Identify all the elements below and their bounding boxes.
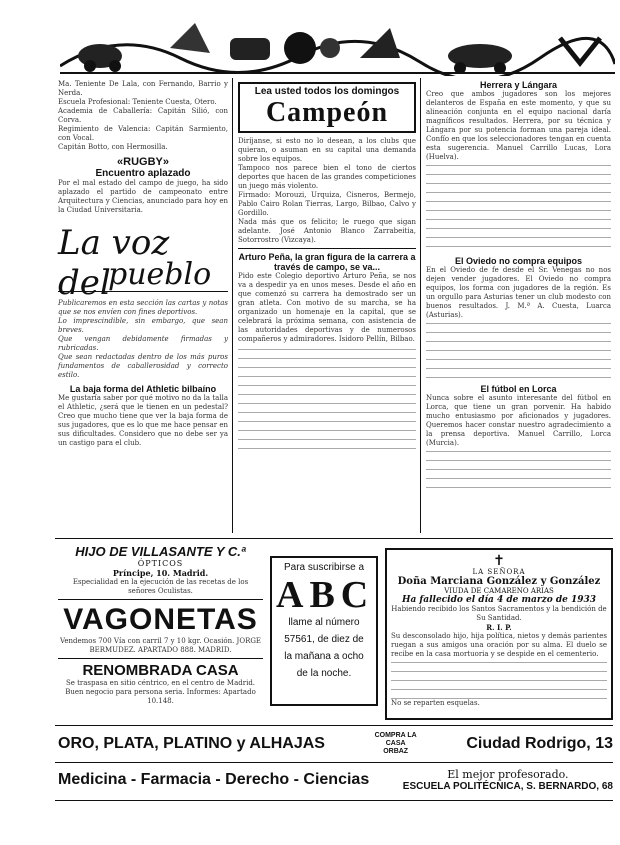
footer-line-2: Medicina - Farmacia - Derecho - Ciencias El mejor profesorado. ESCUELA POLITÉCNICA, S. BERNARDO, 68 (58, 768, 613, 792)
voz-text: Lo imprescindible, sin embargo, que sean breves. (58, 317, 228, 334)
left-column (58, 80, 228, 448)
herrera-text: Creo que ambos jugadores son los mejores delanteros de España en este momento, y que su alineación conjunta en el equipo nacional daría magníficos resultados. Herrera, por su técnica y Lángara por su potencia forman una pareja ideal. Confío en que los seleccionadores tengan en cuenta esta sugerencia. Manuel Carrillo Lucas, Lora (Huelva). (426, 90, 611, 161)
pena-text: Pido este Colegio deportivo Arturo Peña, se nos va a despedir ya en unos meses. Desde el año en que comenzó su carrera ha demostrado ser un gran atleta. Con motivo de su marcha, se ha organizado un homenaje en la capital, que se celebrará la próxima semana, con asistencia de las autoridades deportivas y de numerosos compañeros y admiradores. Isidoro Pellín, Bilbao. (238, 272, 416, 343)
right-column (426, 80, 611, 488)
voz-text: Publicaremos en esta sección las cartas y notas que se nos envíen con fines deportivos. (58, 299, 228, 316)
herrera-heading: Herrera y Lángara (479, 80, 558, 90)
voz-text: Que vengan debidamente firmadas y rubricadas. (58, 335, 228, 352)
cross-icon: ✝ (493, 553, 505, 569)
sports-illustration-icon (60, 18, 615, 76)
voz-text: Que sean redactadas dentro de los más puros fundamentos de caballerosidad y correcto estilo. (58, 353, 228, 379)
renombrada-title: RENOMBRADA CASA (82, 662, 239, 679)
oviedo-heading: El Oviedo no compra equipos (454, 256, 583, 266)
mid-text: Diríjanse, si esto no lo desean, a los clubs que quieran, o asuman en su capital una demanda sobre los equipos. (238, 137, 416, 163)
mid-text: Nada más que os felicito; le ruego que sigan adelante. José Antonio Blanco Zarrabeitia, Sotorrostro (Vizcaya). (238, 218, 416, 244)
lorca-text: Nunca sobre el asunto interesante del fútbol en Lorca, que tiene un gran porvenir. Ha habido mucho entusiasmo por aficionados y jugadores. Queremos hacer constar nuestro agradecimiento a la prensa deportiva. Manuel Carrillo, Lorca (Murcia). (426, 394, 611, 447)
header-banner (60, 18, 615, 76)
rugby-subheading: Encuentro aplazado (95, 168, 191, 179)
intro-line: Escuela Profesional: Teniente Cuesta, Otero. (58, 98, 217, 106)
athletic-text: Me gustaría saber por qué motivo no da la talla el Athletic, ¿será que le tienen en un pedestal? Creo que mucho tiene que ver la baja forma de sus jugadores, que es lo que me hace pensar en sus dificultades. Considero que no debe ser ya un castigo para el club. (58, 394, 228, 447)
footer-line-1: ORO, PLATA, PLATINO y ALHAJAS COMPRA LA CASA ORBAZ Ciudad Rodrigo, 13 (58, 732, 613, 755)
lorca-heading: El fútbol en Lorca (480, 384, 557, 394)
rugby-text: Por el mal estado del campo de juego, ha sido aplazado el partido de campeonato entre Arquitectura y Ciencias, anunciado para hoy en la Ciudad Universitaria. (58, 179, 228, 214)
abc-ad: Para suscribirse a ABC llame al número 57561, de diez de la mañana a ocho de la noche. (270, 556, 378, 706)
mid-text: Firmado: Morouzi, Urquiza, Cisneros, Bermejo, Pablo Cairo Rolan Tierras, Largo, Bilbao, Calvo y Gordillo. (238, 191, 416, 217)
mid-text: Tampoco nos parece bien el tono de ciertos deportes que hacen de las grandes competiciones un juego más violento. (238, 164, 416, 190)
athletic-heading: La baja forma del Athletic bilbaíno (69, 384, 217, 394)
intro-line: Capitán Botto, con Hermosilla. (58, 143, 168, 151)
oviedo-text: En el Oviedo de fe desde el Sr. Venegas no nos dejen vender jugadores. El Oviedo no compra equipos, los forma con jugadores de la región. Es un orgullo para Asturias tener un club modesto con buenos resultados. J. M.ª A. Cuesta, Luarca (Asturias). (426, 266, 611, 319)
campeon-title: Campeón (265, 97, 389, 128)
villasante-ad: HIJO DE VILLASANTE Y C.ª ÓPTICOS Príncipe, 10. Madrid. Especialidad en la ejecución de las recetas de los señores Oculistas. VAGONETAS Vendemos 700 Vía con carril 7 y 10 kgr. Ocasión. JORGE BERMUDEZ. APARTADO 888. MADRID. RENOMBRADA CASA Se traspasa en sitio céntrico, en el centro de Madrid. Buen negocio para persona seria. Informes: Apartado 10.148. (59, 544, 262, 705)
pena-heading: Arturo Peña, la gran figura de la carrera a través de campo, se va... (238, 252, 416, 272)
campeon-ad: Lea usted todos los domingos Campeón (238, 82, 416, 133)
abc-title: ABC (276, 574, 375, 616)
esquela: ✝ LA SEÑORA Doña Marciana González y González VIUDA DE CAMARENO ARIAS Ha fallecido el día 4 de marzo de 1933 Habiendo recibido los Santos Sacramentos y la bendición de Su Santidad. R. I. P. Su desconsolado hijo, hija política, nietos y demás parientes ruegan a sus amigos una oración por su alma. El duelo se recibe en la casa mortuoria y se despide en el cementerio. No se reparten esquelas. (385, 548, 613, 720)
column-divider-right (420, 78, 421, 533)
voz-del-pueblo-logo: La voz del pueblo (58, 219, 228, 299)
rugby-heading: «RUGBY» (117, 156, 169, 168)
intro-line: Ma. Teniente De Lala, con Fernando, Barrio y Nerda. (58, 80, 228, 97)
intro-line: Regimiento de Valencia: Capitán Sarmiento, con Vocal. (58, 125, 228, 142)
column-divider-left (232, 78, 233, 533)
vagonetas-title: VAGONETAS (63, 603, 258, 636)
middle-column (238, 82, 416, 456)
intro-line: Academia de Caballería: Capitán Silió, con Corva. (58, 107, 228, 124)
